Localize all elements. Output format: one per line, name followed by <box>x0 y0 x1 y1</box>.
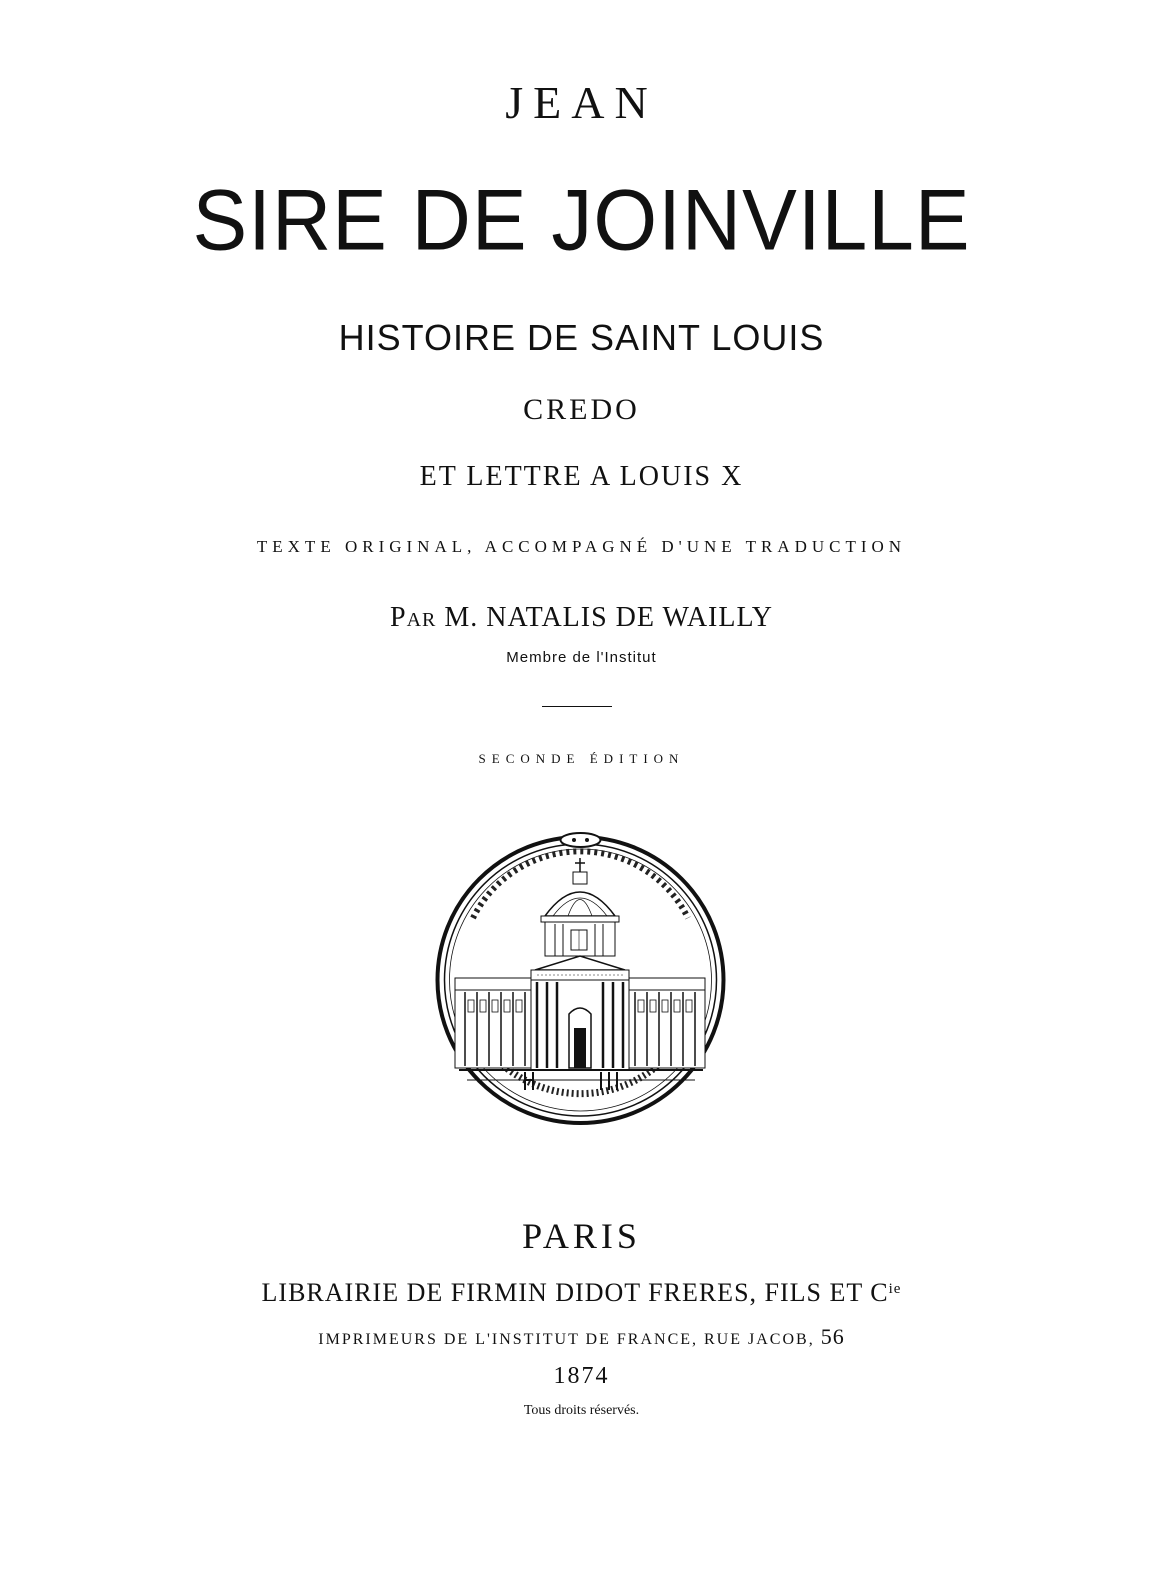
printer-number: 56 <box>820 1324 845 1349</box>
work-credo: CREDO <box>523 393 640 426</box>
editor-name: M. NATALIS DE WAILLY <box>444 602 773 633</box>
work-letter: ET LETTRE A LOUIS X <box>419 461 744 492</box>
institut-medallion-icon <box>433 828 728 1128</box>
editor-par-ar: AR <box>406 609 437 631</box>
author-title: SIRE DE JOINVILLE <box>192 172 971 269</box>
separator-rule <box>542 706 612 707</box>
publication-city: PARIS <box>522 1216 641 1256</box>
printer-text: IMPRIMEURS DE L'INSTITUT DE FRANCE, RUE JACOB, <box>318 1331 815 1348</box>
work-title: HISTOIRE DE SAINT LOUIS <box>338 317 825 358</box>
rights-notice: Tous droits réservés. <box>523 1403 640 1418</box>
editor-affiliation: Membre de l'Institut <box>506 649 657 666</box>
publisher-suffix: ie <box>888 1281 902 1297</box>
publisher <box>0 1280 1163 1306</box>
publication-year: 1874 <box>553 1363 610 1389</box>
edition: SECONDE ÉDITION <box>478 751 685 766</box>
subtitle: TEXTE ORIGINAL, ACCOMPAGNÉ D'UNE TRADUCTION <box>256 537 907 556</box>
editor-line <box>0 604 1163 632</box>
editor-par-p: P <box>389 602 407 633</box>
author-first-name: JEAN <box>505 77 658 128</box>
printer-line <box>0 1326 1163 1348</box>
publisher-name: LIBRAIRIE DE FIRMIN DIDOT FRERES, FILS ET C <box>261 1278 889 1307</box>
